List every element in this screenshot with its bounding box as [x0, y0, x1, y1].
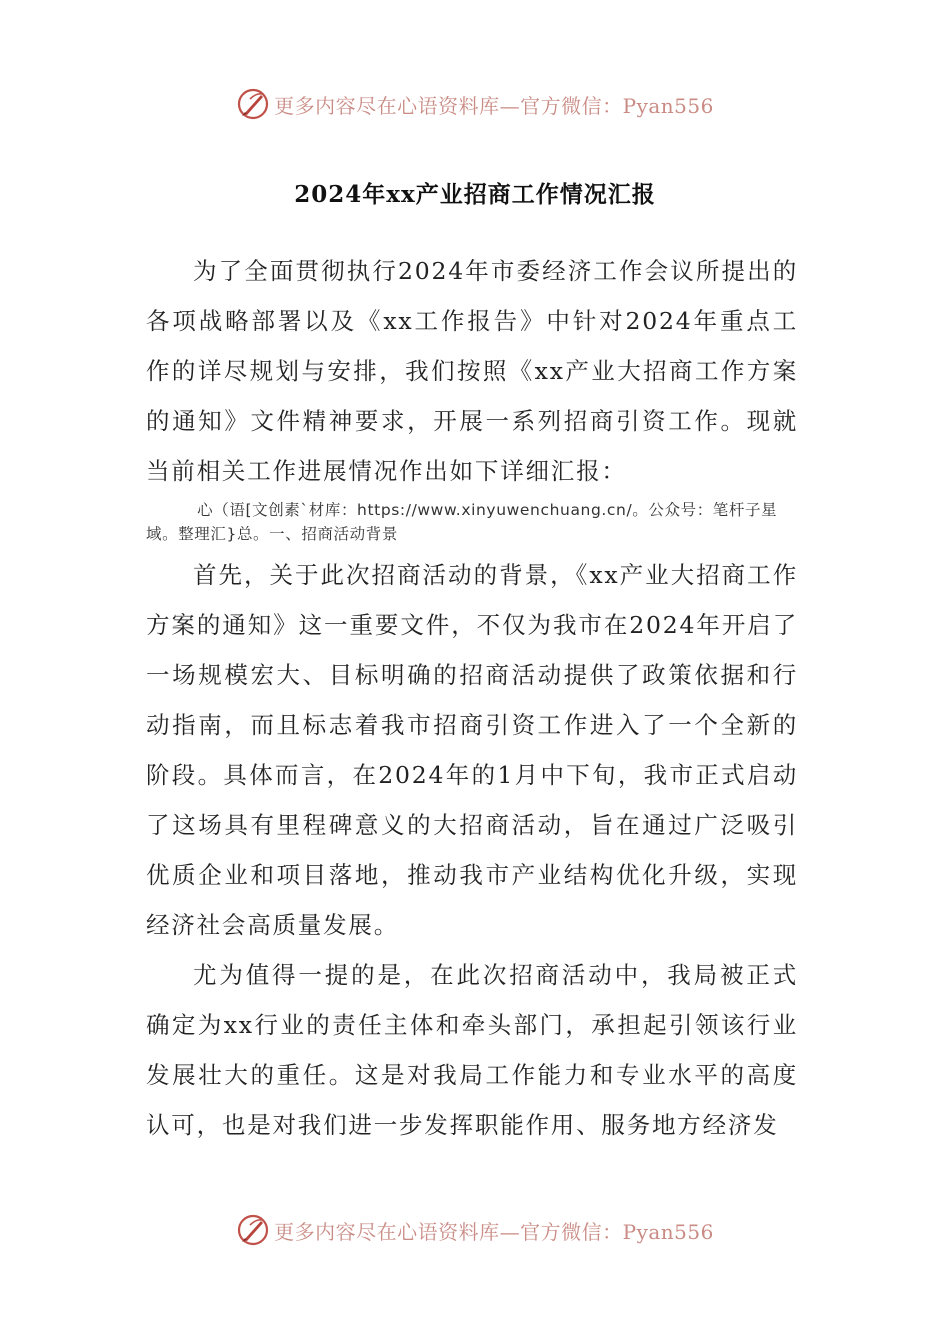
paragraph-background: 首先，关于此次招商活动的背景，《xx产业大招商工作方案的通知》这一重要文件，不仅为我市在2024年开启了一场规模宏大、目标明确的招商活动提供了政策依据和行动指南，而且标志着我市招商引资工作进入了一个全新的阶段。具体而言，在2024年的1月中下旬，我市正式启动了这场具有里程碑意义的大招商活动，旨在通过广泛吸引优质企业和项目落地，推动我市产业结构优化升级，实现经济社会高质量发展。	[146, 561, 798, 939]
quill-pen-logo-icon	[236, 1213, 270, 1247]
quill-pen-logo-icon	[236, 87, 270, 121]
footer-banner	[0, 1208, 950, 1252]
header-banner	[0, 82, 950, 126]
paragraph-responsibility: 尤为值得一提的是，在此次招商活动中，我局被正式确定为xx行业的责任主体和牵头部门，承担起引领该行业发展壮大的重任。这是对我局工作能力和专业水平的高度认可，也是对我们进一步发挥职能作用、服务地方经济发	[146, 961, 798, 1139]
source-note: 心（语[文创素`材库：https://www.xinyuwenchuang.cn/。公众号：笔杆子星域。整理汇}总。一、招商活动背景	[146, 501, 778, 543]
document-title: 2024年xx产业招商工作情况汇报	[294, 181, 656, 208]
paragraph-intro: 为了全面贯彻执行2024年市委经济工作会议所提出的各项战略部署以及《xx工作报告》中针对2024年重点工作的详尽规划与安排，我们按照《xx产业大招商工作方案的通知》文件精神要求，开展一系列招商引资工作。现就当前相关工作进展情况作出如下详细汇报：	[146, 257, 798, 485]
footer-banner-text: 更多内容尽在心语资料库—官方微信：Pyan556	[274, 1219, 714, 1244]
header-banner-text: 更多内容尽在心语资料库—官方微信：Pyan556	[274, 93, 714, 118]
document-body	[146, 246, 798, 1150]
